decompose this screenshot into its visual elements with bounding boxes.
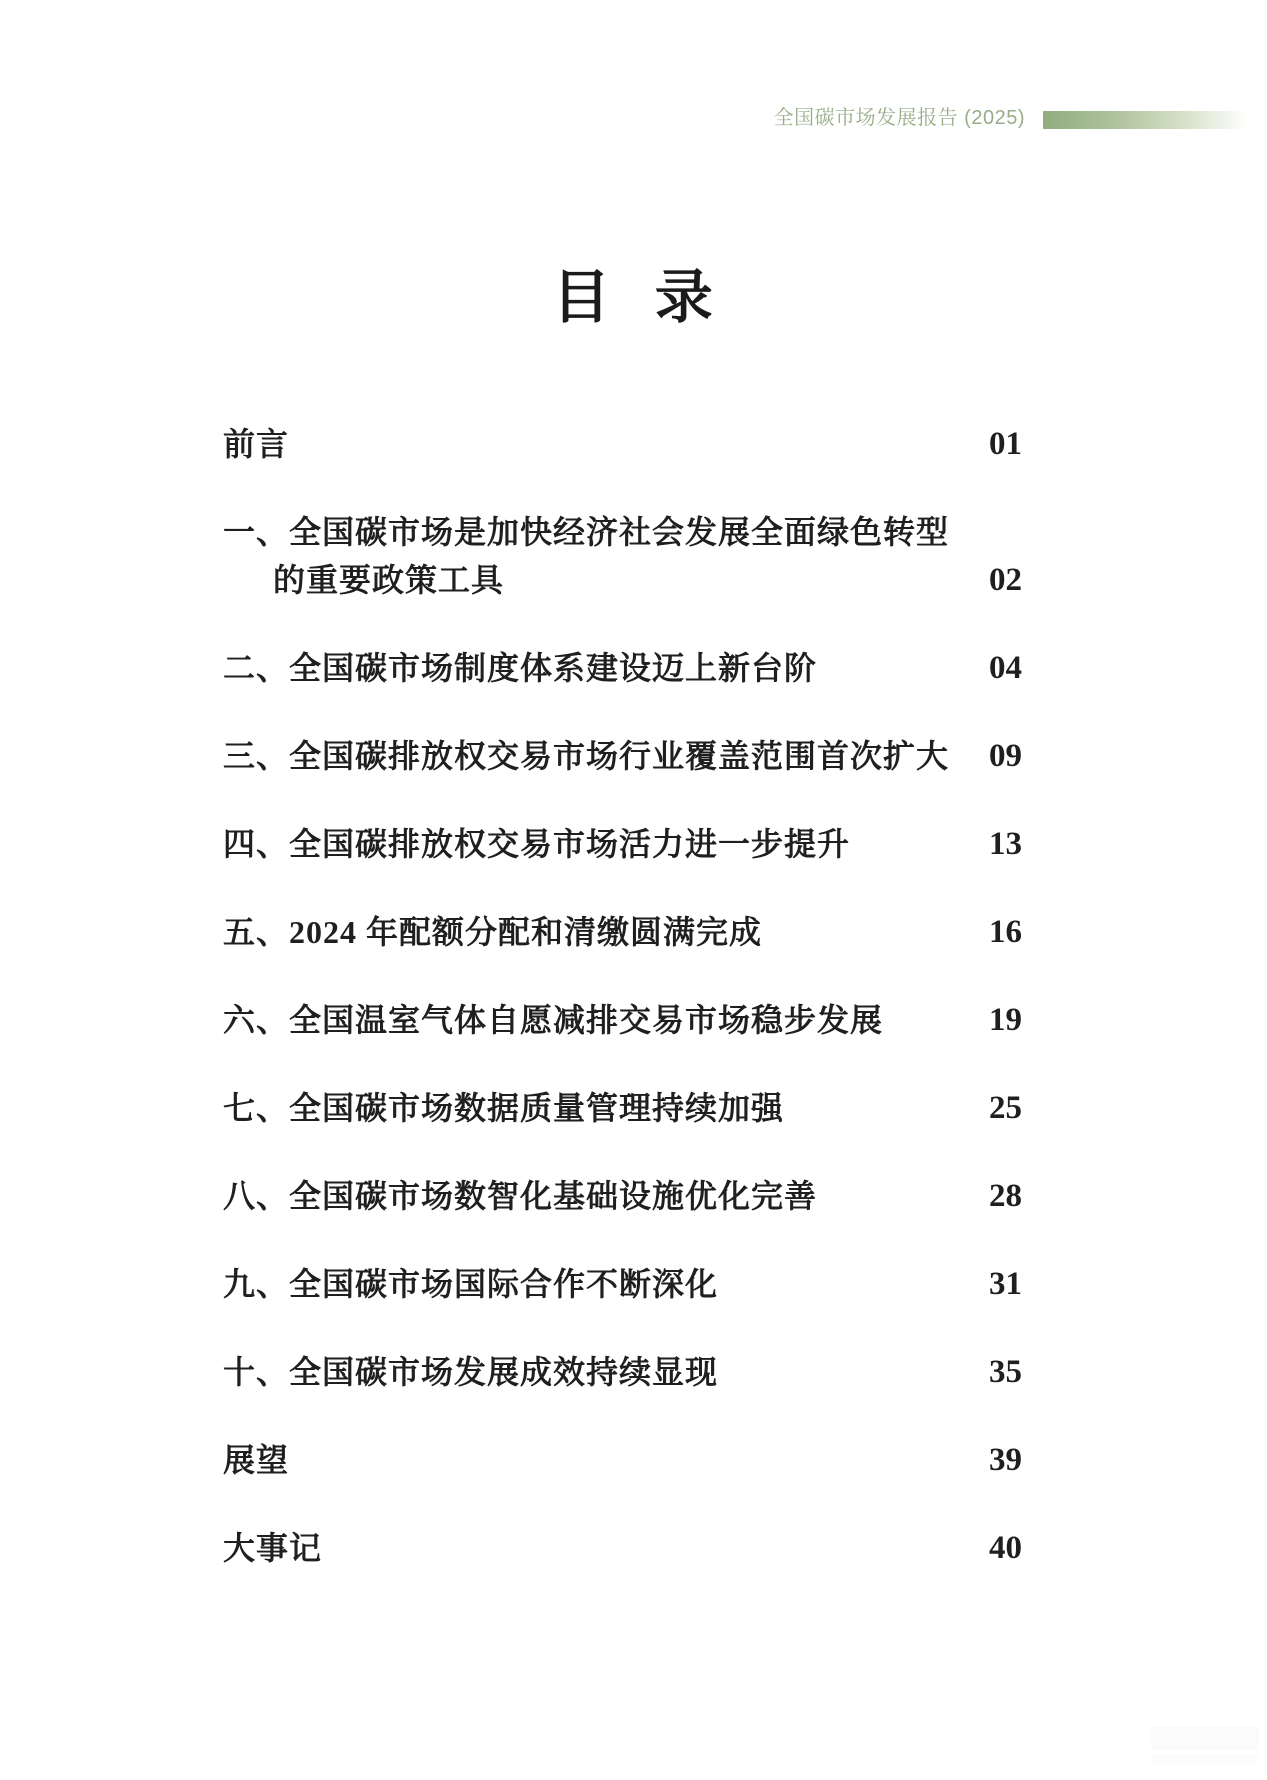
toc-entry-page-number: 19 [989,1002,1022,1038]
toc-entry-page-number: 25 [989,1090,1022,1126]
toc-entry-title: 五、2024 年配额分配和清缴圆满完成 [223,914,763,950]
toc-entry-page-number: 16 [989,914,1022,950]
toc-entry-title: 十、全国碳市场发展成效持续显现 [223,1354,719,1390]
table-of-contents [223,420,1022,1572]
toc-entry-section-3 [223,732,1022,780]
running-header-title: 全国碳市场发展报告 (2025) [773,107,1025,129]
header-accent-bar [1043,111,1248,129]
toc-entry-title: 九、全国碳市场国际合作不断深化 [223,1266,719,1302]
toc-entry-page-number: 31 [989,1266,1022,1302]
toc-entry-page-number: 09 [989,738,1022,774]
toc-entry-section-8 [223,1172,1022,1220]
toc-entry-title: 展望 [223,1442,290,1478]
toc-entry-title: 六、全国温室气体自愿减排交易市场稳步发展 [223,1002,884,1038]
toc-entry-section-1 [223,508,1022,604]
toc-entry-page-number: 13 [989,826,1022,862]
toc-entry-title: 三、全国碳排放权交易市场行业覆盖范围首次扩大 [223,738,950,774]
toc-entry-page-number: 02 [989,562,1022,598]
toc-entry-section-9 [223,1260,1022,1308]
toc-entry-page-number: 40 [989,1530,1022,1566]
toc-entry-section-10 [223,1348,1022,1396]
toc-entry-section-2 [223,644,1022,692]
toc-entry-page-number: 01 [989,426,1022,462]
page-title: 目 录 [552,265,715,330]
toc-entry-title: 四、全国碳排放权交易市场活力进一步提升 [223,826,851,862]
toc-entry-title: 八、全国碳市场数智化基础设施优化完善 [223,1178,818,1214]
toc-entry-title: 大事记 [223,1530,323,1566]
toc-entry-section-7 [223,1084,1022,1132]
toc-entry-title: 前言 [223,426,290,462]
toc-entry-page-number: 35 [989,1354,1022,1390]
toc-entry-foreword [223,420,1022,468]
watermark-subtext-row [1151,1754,1259,1764]
toc-entry-page-number: 04 [989,650,1022,686]
toc-entry-section-5 [223,908,1022,956]
toc-entry-title: 二、全国碳市场制度体系建设迈上新台阶 [223,650,818,686]
toc-entry-milestones [223,1524,1022,1572]
toc-entry-title: 七、全国碳市场数据质量管理持续加强 [223,1090,785,1126]
toc-entry-outlook [223,1436,1022,1484]
watermark [1151,1726,1259,1764]
watermark-glyph-row [1151,1726,1259,1750]
toc-entry-page-number: 39 [989,1442,1022,1478]
toc-entry-section-6 [223,996,1022,1044]
toc-entry-section-4 [223,820,1022,868]
toc-entry-page-number: 28 [989,1178,1022,1214]
toc-entry-title: 一、全国碳市场是加快经济社会发展全面绿色转型的重要政策工具 [223,514,950,598]
